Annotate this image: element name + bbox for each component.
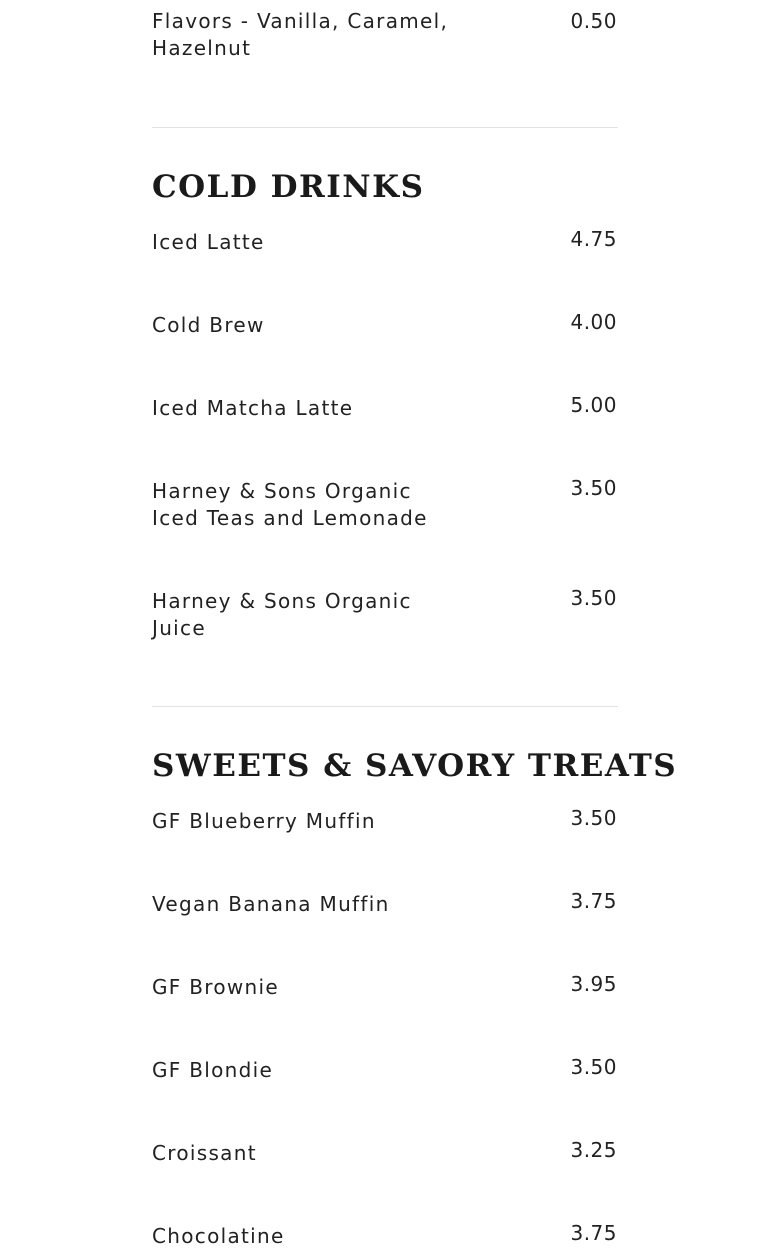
menu-item-name: Flavors - Vanilla, Caramel, Hazelnut [152,9,449,60]
menu-item-name: GF Brownie [152,975,279,999]
menu-item-price: 3.50 [570,586,617,610]
menu-item-name: Harney & Sons Organic Iced Teas and Lemonade [152,479,428,530]
menu-item-name: Iced Latte [152,230,265,254]
section-title-cold-drinks: COLD DRINKS [152,169,425,205]
menu-item [152,808,618,835]
menu-item [152,1140,618,1167]
menu-item [152,8,618,62]
menu-item [152,974,618,1001]
menu-item-price: 4.00 [570,310,617,334]
menu-item [152,1223,618,1248]
menu-item [152,588,618,642]
menu-item-name: Croissant [152,1141,257,1165]
menu-item [152,395,618,422]
menu-item-price: 3.50 [570,806,617,830]
menu-item-price: 3.75 [570,1221,617,1245]
menu-item-name: Vegan Banana Muffin [152,892,390,916]
section-title-sweets-savory-treats: SWEETS & SAVORY TREATS [152,748,678,784]
section-divider [152,127,618,128]
menu-item-name: Chocolatine [152,1224,285,1248]
menu-item-name: GF Blondie [152,1058,274,1082]
menu-item-name: Harney & Sons Organic Juice [152,589,412,640]
section-divider [152,706,618,707]
menu-item-name: Cold Brew [152,313,265,337]
menu-item [152,891,618,918]
menu-item-price: 5.00 [570,393,617,417]
menu-item-price: 3.95 [570,972,617,996]
menu-item-price: 3.75 [570,889,617,913]
menu-item-name: GF Blueberry Muffin [152,809,376,833]
menu-item-price: 0.50 [570,9,617,33]
menu-item [152,478,618,532]
menu-item-price: 3.25 [570,1138,617,1162]
menu-item-price: 3.50 [570,476,617,500]
menu-item [152,1057,618,1084]
menu-item-price: 4.75 [570,227,617,251]
menu-item-price: 3.50 [570,1055,617,1079]
menu-item [152,229,618,256]
menu-item-name: Iced Matcha Latte [152,396,354,420]
menu-item [152,312,618,339]
